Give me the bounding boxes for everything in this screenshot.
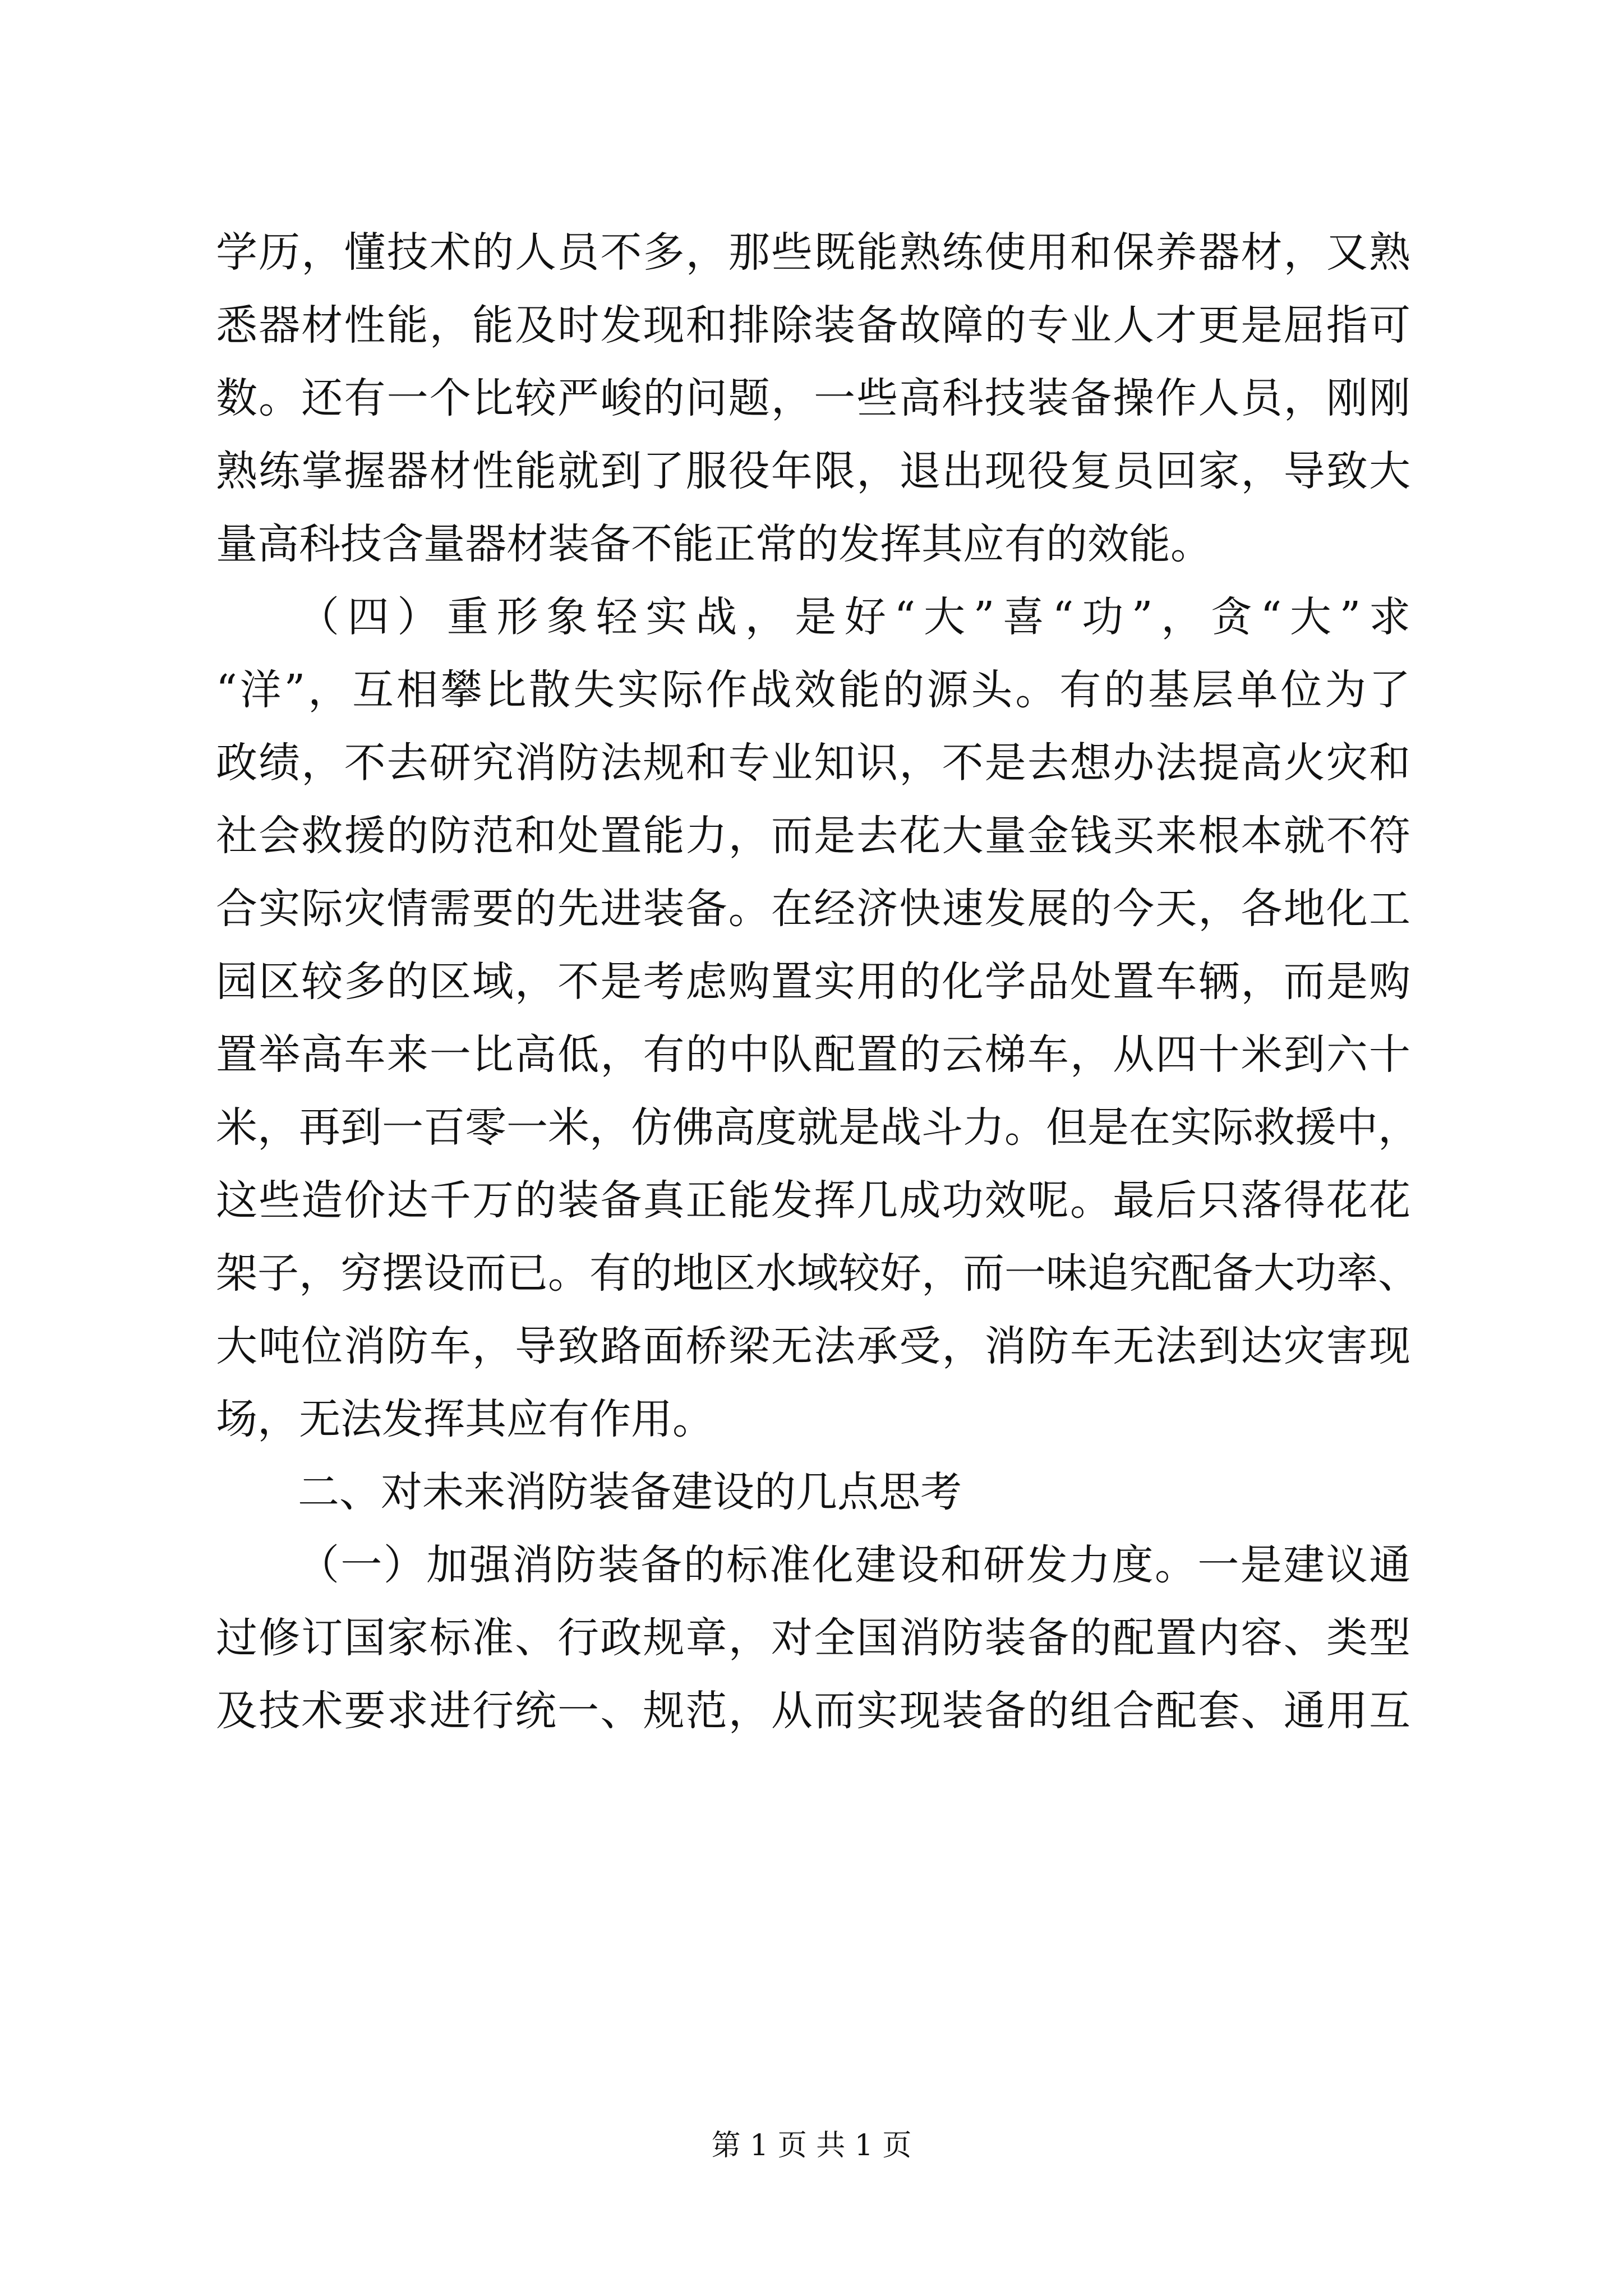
text-line-1: 学历，懂技术的人员不多，那些既能熟练使用和保养器材，又熟 [216,228,1410,277]
text-line-9: 社会救援的防范和处置能力，而是去花大量金钱买来根本就不符 [216,812,1410,860]
text-line-21: 及技术要求进行统一、规范，从而实现装备的组合配套、通用互 [216,1687,1410,1735]
text-line-11: 园区较多的区域，不是考虑购置实用的化学品处置车辆，而是购 [216,958,1410,1006]
document-body [216,216,1419,1747]
text-line-20: 过修订国家标准、行政规章，对全国消防装备的配置内容、类型 [216,1614,1410,1662]
text-line-4: 熟练掌握器材性能就到了服役年限，退出现役复员回家，导致大 [216,447,1410,495]
text-line-7: “洋”，互相攀比散失实际作战效能的源头。有的基层单位为了 [216,666,1410,714]
text-line-14: 这些造价达千万的装备真正能发挥几成功效呢。最后只落得花花 [216,1176,1410,1225]
text-line-5: 量高科技含量器材装备不能正常的发挥其应有的效能。 [216,520,1212,568]
text-line-3: 数。还有一个比较严峻的问题，一些高科技装备操作人员，刚刚 [216,374,1410,422]
text-line-15: 架子，穷摆设而已。有的地区水域较好，而一味追究配备大功率、 [216,1249,1419,1297]
text-line-19: （一）加强消防装备的标准化建设和研发力度。一是建议通 [298,1541,1410,1589]
text-line-13: 米，再到一百零一米，仿佛高度就是战斗力。但是在实际救援中， [216,1103,1419,1152]
text-line-16: 大吨位消防车，导致路面桥梁无法承受，消防车无法到达灾害现 [216,1322,1410,1370]
text-line-2: 悉器材性能，能及时发现和排除装备故障的专业人才更是屈指可 [216,301,1410,349]
text-line-6: （四）重形象轻实战，是好“大”喜“功”，贪“大”求 [298,593,1410,641]
text-line-8: 政绩，不去研究消防法规和专业知识，不是去想办法提高火灾和 [216,739,1410,787]
section-heading: 二、对未来消防装备建设的几点思考 [298,1468,962,1516]
text-line-17: 场，无法发挥其应有作用。 [216,1395,714,1443]
text-line-10: 合实际灾情需要的先进装备。在经济快速发展的今天，各地化工 [216,885,1410,933]
page-footer: 第 1 页 共 1 页 [711,2129,912,2162]
text-line-12: 置举高车来一比高低，有的中队配置的云梯车，从四十米到六十 [216,1030,1410,1079]
